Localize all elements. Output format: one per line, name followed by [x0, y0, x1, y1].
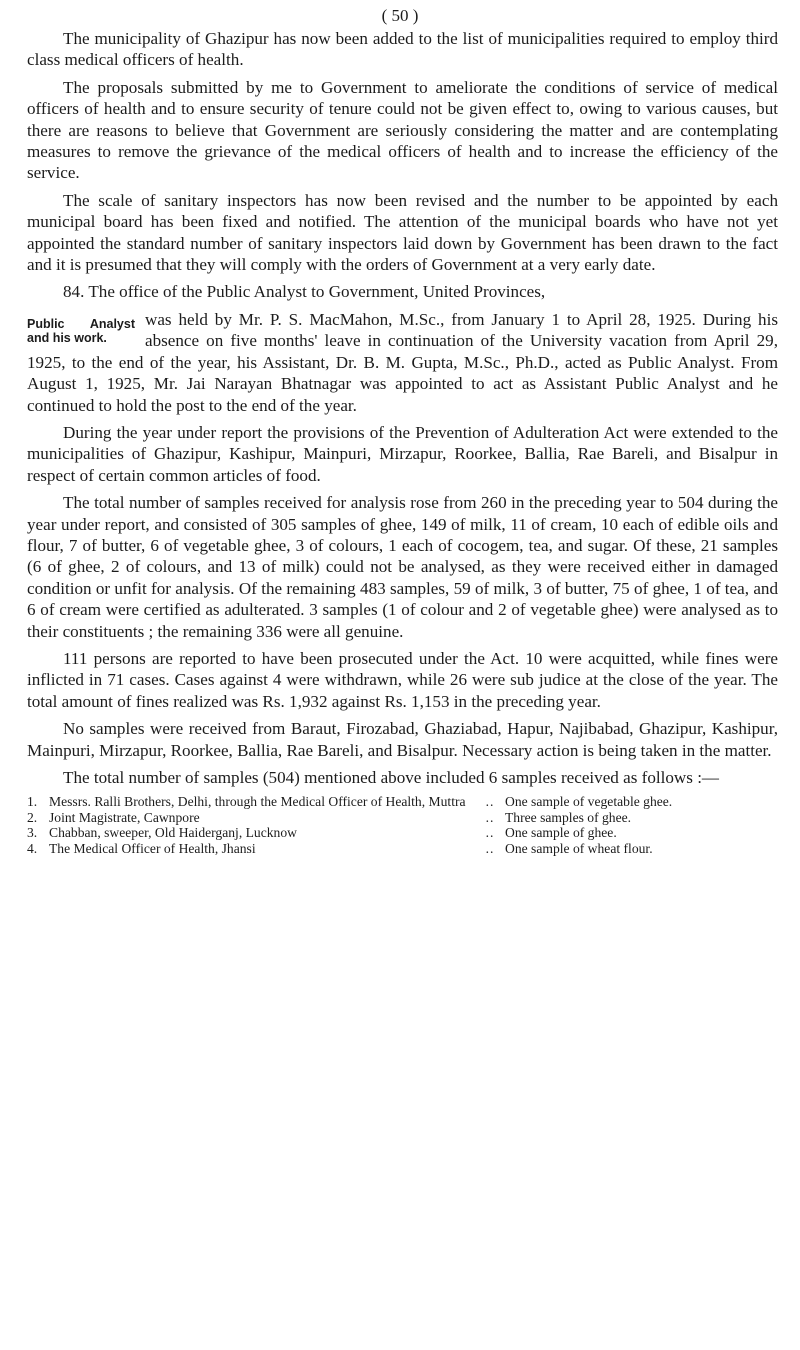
paragraph-samples-included: The total number of samples (504) mentioned above included 6 samples received as follows :— — [63, 768, 720, 787]
paragraph-prosecutions: 111 persons are reported to have been prosecuted under the Act. 10 were acquitted, while fines were inflicted in 71 cases. Cases against 4 were withdrawn, while 26 were sub judice at the close of the year. The total amount of fines realized was Rs. 1,932 against Rs. 1,153 in the preceding year. — [27, 648, 778, 711]
list-item — [27, 794, 778, 810]
paragraph-no-samples: No samples were received from Baraut, Firozabad, Ghaziabad, Hapur, Najibabad, Ghazipur, Kashipur, Mainpuri, Mirzapur, Roorkee, Ballia, Rae Bareli, and Bisalpur. Necessary action is being taken in the matter. — [27, 719, 778, 760]
list-item — [27, 810, 778, 826]
paragraph-sanitary-inspectors: The scale of sanitary inspectors has now been revised and the number to be appointed by each municipal board has been fixed and notified. The attention of the municipal boards who have not yet appointed the standard number of sanitary inspectors laid down by Government has been drawn to the fact and it is presumed that they will comply with the orders of Government at a very early date. — [27, 190, 778, 275]
list-item-dots: .. — [485, 809, 495, 825]
page-number: ( 50 ) — [381, 6, 419, 25]
report-body — [27, 28, 778, 856]
list-item-dots: .. — [485, 794, 495, 810]
list-item-source: Chabban, sweeper, Old Haiderganj, Lucknow — [49, 825, 297, 841]
list-item-number: 3. — [27, 825, 38, 841]
list-item-number: 4. — [27, 840, 38, 856]
side-note-public-analyst: Public Analyst and his work. — [27, 316, 135, 345]
list-item-detail: One sample of vegetable ghee. — [505, 794, 673, 810]
list-item-number: 2. — [27, 809, 38, 825]
paragraph-public-analyst: was held by Mr. P. S. MacMahon, M.Sc., from January 1 to April 28, 1925. During his absence on five months' leave in continuation of the University vacation from April 29, 1925, to the end of the year, his Assistant, Dr. B. M. Gupta, M.Sc., Ph.D., acted as Public Analyst. From August 1, 1925, Mr. Jai Narayan Bhatnagar was appointed to act as Assistant Public Analyst and he continued to hold the post to the end of the year. — [27, 309, 778, 415]
list-item — [27, 841, 778, 857]
list-item-source: The Medical Officer of Health, Jhansi — [49, 840, 256, 856]
paragraph-84-heading: 84. The office of the Public Analyst to Government, United Provinces, — [63, 282, 546, 302]
list-item-dots: .. — [485, 840, 495, 856]
list-item-detail: One sample of ghee. — [505, 825, 617, 841]
list-item-source: Messrs. Ralli Brothers, Delhi, through the Medical Officer of Health, Muttra — [49, 794, 466, 810]
list-item — [27, 825, 778, 841]
list-item-source: Joint Magistrate, Cawnpore — [49, 809, 200, 825]
paragraph-ghazipur: The municipality of Ghazipur has now been added to the list of municipalities required to employ third class medical officers of health. — [27, 29, 778, 70]
list-item-detail: One sample of wheat flour. — [505, 840, 653, 856]
list-item-detail: Three samples of ghee. — [505, 809, 632, 825]
list-item-number: 1. — [27, 794, 38, 810]
paragraph-adulteration-act: During the year under report the provisions of the Prevention of Adulteration Act were extended to the municipalities of Ghazipur, Kashipur, Mainpuri, Mirzapur, Roorkee, Ballia, Rae Bareli, and Bisalpur in respect of certain common articles of food. — [27, 422, 778, 485]
samples-list — [27, 794, 778, 856]
paragraph-service-proposals: The proposals submitted by me to Government to ameliorate the conditions of service of medical officers of health and to ensure security of tenure could not be given effect to, owing to various causes, but there are reasons to believe that Government are seriously considering the matter and are contemplating measures to remove the grievance of the medical officers of health and to increase the efficiency of the service. — [27, 77, 778, 183]
paragraph-samples-total: The total number of samples received for analysis rose from 260 in the preceding year to 504 during the year under report, and consisted of 305 samples of ghee, 149 of milk, 11 of cream, 10 each of edible oils and flour, 7 of butter, 6 of vegetable ghee, 3 of colours, 1 each of cocogem, tea, and sugar. Of these, 21 samples (6 of ghee, 2 of colours, and 13 of milk) could not be analysed, as they were received either in damaged condition or unfit for analysis. Of the remaining 483 samples, 59 of milk, 3 of butter, 75 of ghee, 1 of tea, and 6 of cream were certified as adulterated. 3 samples (1 of colour and 2 of vegetable ghee) were analysed as to their constituents ; the remaining 336 were all genuine. — [27, 493, 778, 641]
list-item-dots: .. — [485, 825, 495, 841]
